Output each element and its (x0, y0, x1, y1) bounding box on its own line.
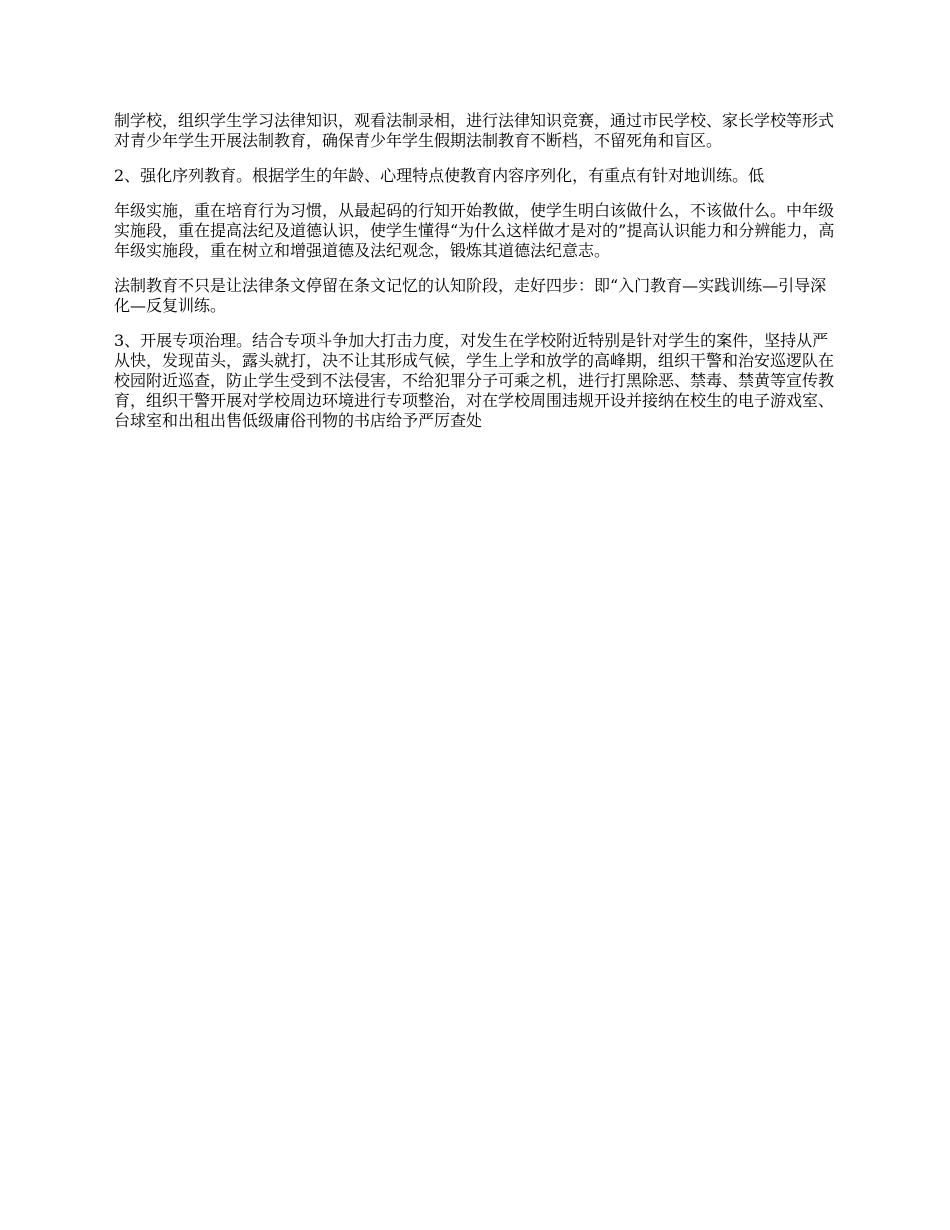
paragraph-four-steps: 法制教育不只是让法律条文停留在条文记忆的认知阶段，走好四步：即“入门教育—实践训练—引导深化—反复训练。 (114, 276, 827, 315)
paragraph-continued-school-legal-education: 制学校，组织学生学习法律知识，观看法制录相，进行法律知识竞赛，通过市民学校、家长学校等形式对青少年学生开展法制教育，确保青少年学生假期法制教育不断档，不留死角和盲区。 (114, 111, 835, 150)
document-body (114, 111, 838, 446)
paragraph-grade-stages: 年级实施，重在培育行为习惯，从最起码的行知开始教做，使学生明白该做什么，不该做什么。中年级实施段，重在提高法纪及道德认识，使学生懂得“为什么这样做才是对的”提高认识能力和分辨能力，高年级实施段，重在树立和增强道德及法纪观念，锻炼其道德法纪意志。 (114, 201, 835, 260)
paragraph-sequence-education: 2、强化序列教育。根据学生的年龄、心理特点使教育内容序列化，有重点有针对地训练。低 (114, 166, 765, 185)
paragraph-special-governance: 3、开展专项治理。结合专项斗争加大打击力度，对发生在学校附近特别是针对学生的案件，坚持从严从快，发现苗头，露头就打，决不让其形成气候，学生上学和放学的高峰期，组织干警和治安巡逻队在校园附近巡查，防止学生受到不法侵害，不给犯罪分子可乘之机，进行打黑除恶、禁毒、禁黄等宣传教育，组织干警开展对学校周边环境进行专项整治，对在学校周围违规开设并接纳在校生的电子游戏室、台球室和出租出售低级庸俗刊物的书店给予严厉查处 (114, 331, 835, 430)
